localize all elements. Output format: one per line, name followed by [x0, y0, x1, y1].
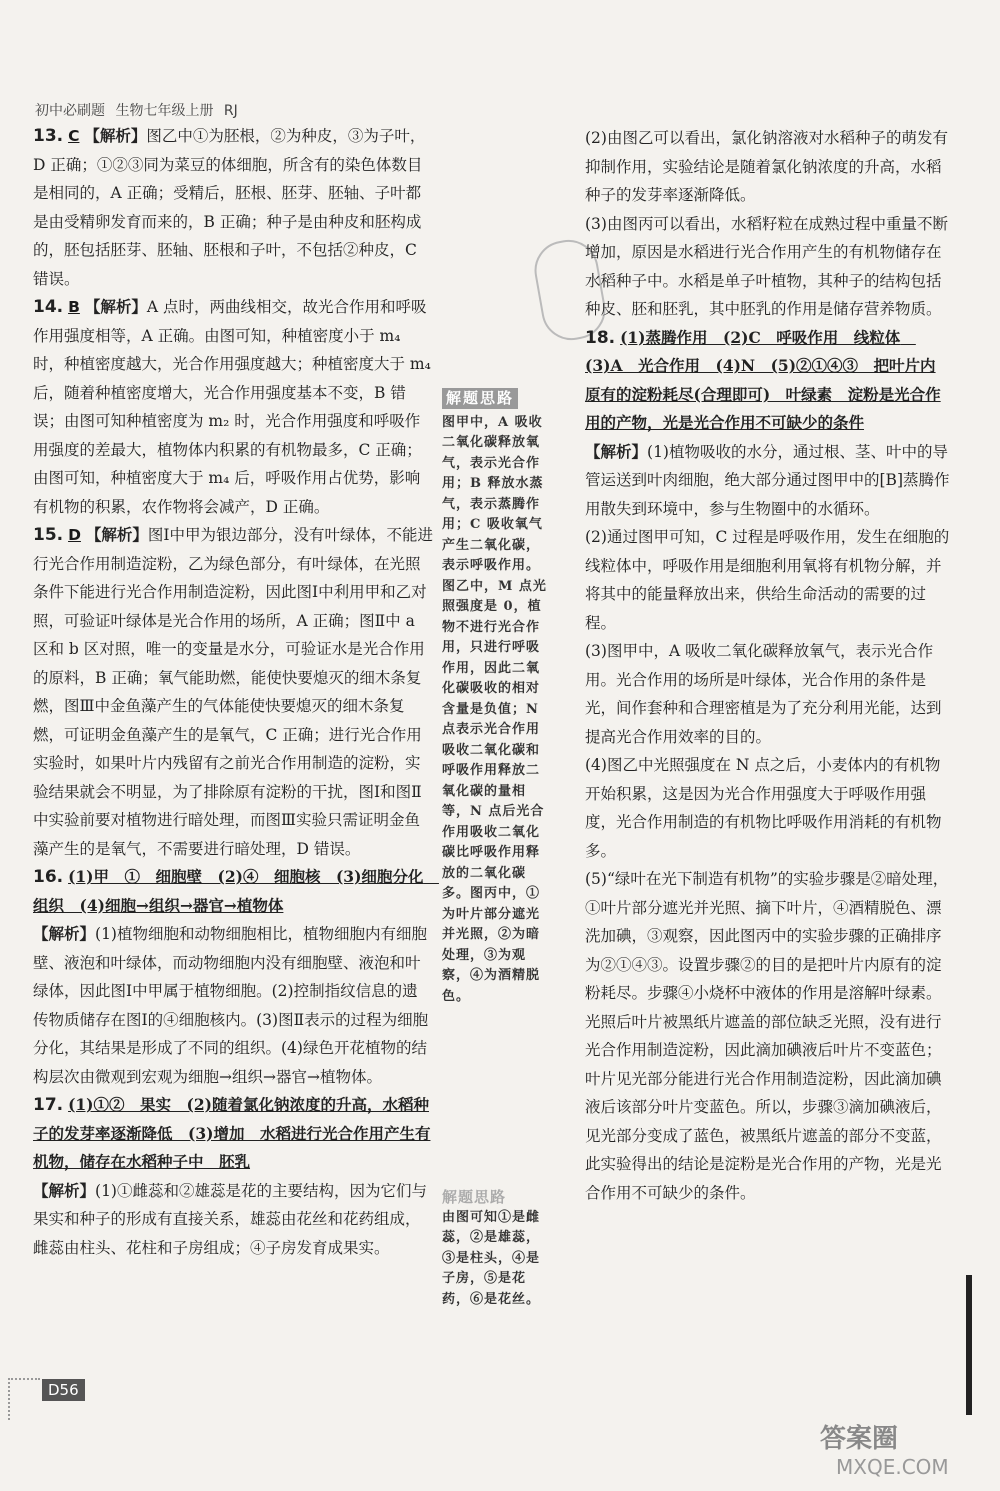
page-header: [35, 100, 244, 120]
left-column: [33, 122, 439, 1262]
watermark-logo: 答案圈: [820, 1424, 899, 1454]
q18-para-4: (4)图乙中光照强度在 N 点之后，小麦体内的有机物开始积累，这是因为光合作用强度大于呼吸作用强度，光合作用制造的有机物比呼吸作用消耗的有机物多。: [585, 756, 942, 860]
question-16: 16. (1)甲 ① 细胞壁 (2)④ 细胞核 (3)细胞分化 组织 (4)细胞→组织→器官→植物体 【解析】(1)植物细胞和动物细胞相比，植物细胞内有细胞壁、液泡和叶绿体，而动物细胞内没有细胞壁、液泡和叶绿体，因此图Ⅰ中甲属于植物细胞。(2)控制指纹信息的遗传物质储存在图Ⅰ的④细胞核内。(3)图Ⅱ表示的过程为细胞分化，其结果是形成了不同的组织。(4)绿色开花植物的结构层次由微观到宏观为细胞→组织→器官→植物体。: [33, 867, 439, 1086]
margin-bar: [966, 1275, 972, 1415]
tip-2-text: 由图可知①是雌蕊，②是雄蕊，③是柱头，④是子房，⑤是花药，⑥是花丝。: [442, 1209, 541, 1307]
q18-para-5: (5)“绿叶在光下制造有机物”的实验步骤是②暗处理，①叶片部分遮光并光照、摘下叶片，④酒精脱色、漂洗加碘，③观察，因此图丙中的实验步骤的正确排序为②①④③。设置步骤②的目的是把叶片内原有的淀粉耗尽。步骤④小烧杯中液体的作用是溶解叶绿素。光照后叶片被黑纸片遮盖的部位缺乏光照，没有进行光合作用制造淀粉，因此滴加碘液后叶片不变蓝色；叶片见光部分能进行光合作用制造淀粉，因此滴加碘液后该部分叶片变蓝色。所以，步骤③滴加碘液后，见光部分变成了蓝色，被黑纸片遮盖的部分不变蓝，此实验得出的结论是淀粉是光合作用的产物，光是光合作用不可缺少的条件。: [585, 870, 949, 1202]
tip-2-heading: 解题思路: [442, 1188, 507, 1206]
solution-tip-1: [442, 388, 550, 1007]
solution-tip-2: [442, 1187, 550, 1310]
q18-para-2: (2)通过图甲可知，C 过程是呼吸作用，发生在细胞的线粒体中，呼吸作用是细胞利用氧将有机物分解，并将其中的能量释放出来，供给生命活动的需要的过程。: [585, 528, 950, 632]
tip-1-text: 图甲中，A 吸收二氧化碳释放氧气，表示光合作用；B 释放水蒸气，表示蒸腾作用；C 吸收氧气产生二氧化碳，表示呼吸作用。图乙中，M 点光照强度是 0，植物不进行光合作用，只进行呼吸作用，因此二氧化碳吸收的相对含量是负值；N 点表示光合作用吸收二氧化碳和呼吸作用释放二氧化碳的量相等，N 点后光合作用吸收二氧化碳比呼吸作用释放的二氧化碳多。图丙中，①为叶片部分遮光并光照，②为暗处理，③为观察，④为酒精脱色。: [442, 414, 547, 1004]
series-title: 初中必刷题: [35, 103, 105, 119]
question-13: 13. C 【解析】图乙中①为胚根，②为种皮，③为子叶，D 正确；①②③同为菜豆的体细胞，所含有的染色体数目是相同的，A 正确；受精后，胚根、胚芽、胚轴、子叶都是由受精卵发育而来的，B 正确；种子是由种皮和胚构成的，胚包括胚芽、胚轴、胚根和子叶，不包括②种皮，C 错误。: [33, 126, 426, 288]
question-15: 15. D 【解析】图Ⅰ中甲为银边部分，没有叶绿体，不能进行光合作用制造淀粉，乙为绿色部分，有叶绿体，在光照条件下能进行光合作用制造淀粉，因此图Ⅰ中利用甲和乙对照，可验证叶绿体是光合作用的场所，A 正确；图Ⅱ中 a 区和 b 区对照，唯一的变量是水分，可验证水是光合作用的原料，B 正确；氧气能助燃，能使快要熄灭的细木条复燃，图Ⅲ中金鱼藻产生的气体能使快要熄灭的细木条复燃，可证明金鱼藻产生的是氧气，C 正确；进行光合作用实验时，如果叶片内残留有之前光合作用制造的淀粉，实验结果就会不明显，为了排除原有淀粉的干扰，图Ⅰ和图Ⅱ中实验前要对植物进行暗处理，而图Ⅲ实验只需证明金鱼藻产生的是氧气，不需要进行暗处理，D 错误。: [33, 525, 434, 858]
question-18: 18. (1)蒸腾作用 (2)C 呼吸作用 线粒体 (3)A 光合作用 (4)N (5)②①④③ 把叶片内原有的淀粉耗尽(合理即可) 叶绿素 淀粉是光合作用的产物，光是光合作用不可缺少的条件 【解析】(1)植物吸收的水分，通过根、茎、叶中的导管运送到叶肉细胞，绝大部分通过图甲中的[B]蒸腾作用散失到环境中，参与生物圈中的水循环。: [585, 327, 950, 518]
subject-title: 生物七年级上册: [115, 103, 214, 119]
question-17: 17. (1)①② 果实 (2)随着氯化钠浓度的升高，水稻种子的发芽率逐渐降低 (3)增加 水稻进行光合作用产生有机物，储存在水稻种子中 胚乳 【解析】(1)①雌蕊和②雄蕊是花的主要结构，因为它们与果实和种子的形成有直接关系，雄蕊由花丝和花药组成，雌蕊由柱头、花柱和子房组成；④子房发育成果实。: [33, 1095, 431, 1257]
q17-para-3: (3)由图丙可以看出，水稻籽粒在成熟过程中重量不断增加，原因是水稻进行光合作用产生的有机物储存在水稻种子中。水稻是单子叶植物，其种子的结构包括种皮、胚和胚乳，其中胚乳的作用是储存营养物质。: [585, 214, 948, 318]
tip-1-heading: 解题思路: [442, 388, 518, 409]
right-column: [585, 124, 950, 1207]
watermark-url: MXQE.COM: [836, 1455, 949, 1479]
page-corner-decoration: [8, 1378, 40, 1420]
q17-para-2: (2)由图乙可以看出，氯化钠溶液对水稻种子的萌发有抑制作用，实验结论是随着氯化钠浓度的升高，水稻种子的发芽率逐渐降低。: [585, 129, 948, 204]
q18-para-3: (3)图甲中，A 吸收二氧化碳释放氧气，表示光合作用。光合作用的场所是叶绿体，光合作用的条件是光，间作套种和合理密植是为了充分利用光能，达到提高光合作用效率的目的。: [585, 642, 942, 746]
page-number: D56: [42, 1379, 85, 1401]
question-14: 14. B 【解析】A 点时，两曲线相交，故光合作用和呼吸作用强度相等，A 正确。由图可知，种植密度小于 m₄ 时，种植密度越大，光合作用强度越大；种植密度大于 m₄ 后，随着种植密度增大，光合作用强度基本不变，B 错误；由图可知种植密度为 m₂ 时，光合作用强度和呼吸作用强度的差最大，植物体内积累的有机物最多，C 正确；由图可知，种植密度大于 m₄ 后，呼吸作用占优势，影响有机物的积累，农作物将会减产，D 正确。: [33, 297, 431, 516]
edition-label: RJ: [223, 103, 238, 119]
